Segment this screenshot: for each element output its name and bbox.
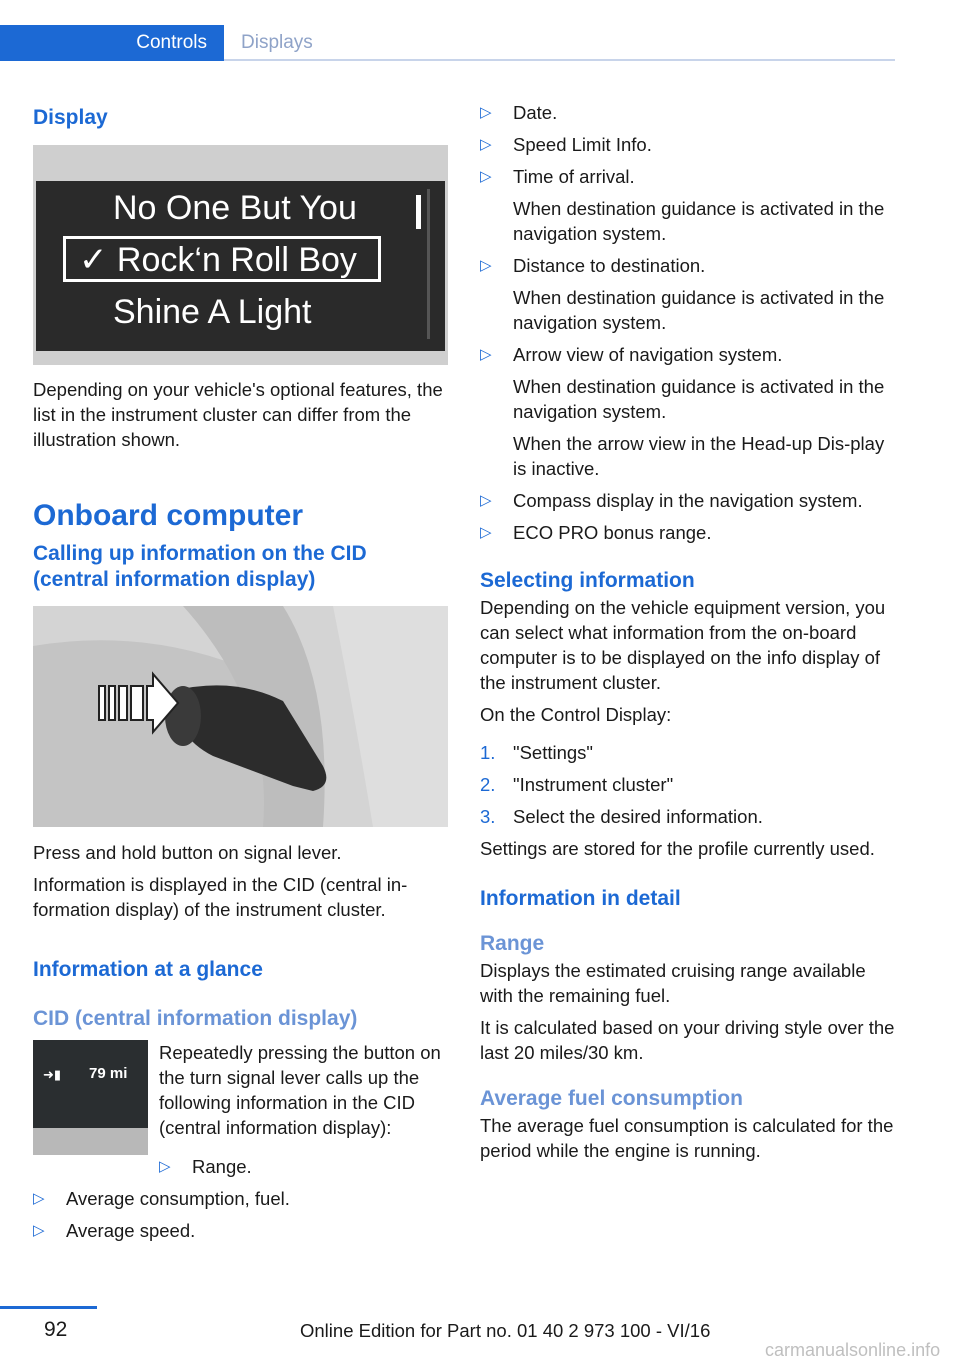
bullet-note: When destination guidance is activated in the navigation system.	[513, 376, 885, 422]
edition-text: Online Edition for Part no. 01 40 2 973 100 - VI/16	[300, 1320, 711, 1341]
triangle-bullet-icon: ▷	[480, 104, 492, 121]
list-item: ▷ Average speed.	[33, 1220, 196, 1241]
left-column	[33, 100, 448, 1243]
bullet-note: When destination guidance is activated in the navigation system.	[513, 198, 885, 244]
onboard-computer-heading: Onboard computer	[33, 499, 304, 532]
cid-illustration	[33, 1040, 148, 1155]
bullet-text: Time of arrival.	[513, 166, 635, 187]
list-item	[480, 164, 900, 246]
triangle-bullet-icon: ▷	[480, 257, 492, 274]
bullet-text: Speed Limit Info.	[513, 134, 652, 155]
list-item: 3. Select the desired information.	[480, 806, 763, 827]
signal-lever-illustration	[33, 606, 448, 827]
calling-up-heading: Calling up information on the CID (central information display)	[33, 542, 367, 591]
list-item	[480, 100, 900, 125]
list-item: 1. "Settings"	[480, 742, 593, 763]
list-item	[480, 520, 900, 545]
control-display-text: On the Control Display:	[480, 704, 672, 725]
info-displayed-text: Information is displayed in the CID (central in-formation display) of the instrument cluster.	[33, 874, 408, 920]
right-column	[480, 100, 900, 1163]
glance-heading: Information at a glance	[33, 958, 263, 981]
bullet-text: ECO PRO bonus range.	[513, 522, 712, 543]
avg-fuel-text: The average fuel consumption is calculated for the period while the engine is running.	[480, 1115, 894, 1161]
bullet-note: When destination guidance is activated in the navigation system.	[513, 287, 885, 333]
tab-controls[interactable]: Controls	[0, 25, 224, 61]
bullet-note: When the arrow view in the Head-up Dis-play is inactive.	[513, 433, 885, 479]
triangle-bullet-icon: ▷	[480, 524, 492, 541]
tab-displays[interactable]: Displays	[241, 32, 313, 53]
list-item	[480, 253, 900, 335]
bullet-text: Compass display in the navigation system.	[513, 490, 863, 511]
list-item: No One But You	[113, 189, 357, 227]
range-heading: Range	[480, 932, 545, 955]
triangle-bullet-icon: ▷	[33, 1222, 45, 1239]
range-text: Displays the estimated cruising range available with the remaining fuel.	[480, 960, 866, 1006]
display-heading: Display	[33, 106, 108, 129]
press-instruction: Press and hold button on signal lever.	[33, 842, 342, 863]
selecting-heading: Selecting information	[480, 569, 695, 592]
list-item	[480, 488, 900, 513]
cid-heading: CID (central information display)	[33, 1007, 358, 1030]
scrollbar-indicator	[416, 195, 421, 229]
bullet-text: Arrow view of navigation system.	[513, 344, 783, 365]
detail-heading: Information in detail	[480, 887, 681, 910]
stored-text: Settings are stored for the profile currently used.	[480, 838, 875, 859]
list-item: 2. "Instrument cluster"	[480, 774, 674, 795]
cid-description: Repeatedly pressing the button on the turn signal lever calls up the following information in the CID (central information display):	[159, 1042, 441, 1138]
fuel-pump-icon: ➜▮	[43, 1067, 62, 1082]
signal-lever-svg	[33, 606, 448, 827]
avg-fuel-heading: Average fuel consumption	[480, 1087, 743, 1110]
triangle-bullet-icon: ▷	[159, 1158, 171, 1175]
bullet-text: Distance to destination.	[513, 255, 706, 276]
triangle-bullet-icon: ▷	[480, 136, 492, 153]
triangle-bullet-icon: ▷	[480, 168, 492, 185]
list-item: ▷ Average consumption, fuel.	[33, 1188, 290, 1209]
bullet-text: Date.	[513, 102, 558, 123]
header-divider	[224, 59, 895, 61]
chapter-header	[0, 25, 895, 61]
list-item: Shine A Light	[113, 293, 312, 331]
cid-range-value: 79 mi	[89, 1065, 128, 1082]
page-number: 92	[44, 1318, 68, 1341]
selecting-text: Depending on the vehicle equipment version, you can select what information from the on-board computer is to be displayed on the info display of the instrument cluster.	[480, 597, 886, 693]
list-item	[480, 342, 900, 481]
triangle-bullet-icon: ▷	[480, 492, 492, 509]
triangle-bullet-icon: ▷	[33, 1190, 45, 1207]
watermark: carmanualsonline.info	[765, 1340, 941, 1360]
info-bullet-list	[480, 100, 900, 545]
display-caption: Depending on your vehicle's optional features, the list in the instrument cluster can differ from the illustration shown.	[33, 379, 443, 450]
list-item	[480, 132, 900, 157]
display-illustration	[33, 145, 448, 365]
selected-list-item: ✓ Rock‘n Roll Boy	[79, 241, 357, 279]
footer-divider	[0, 1306, 97, 1309]
list-item: ▷ Range.	[159, 1156, 252, 1177]
triangle-bullet-icon: ▷	[480, 346, 492, 363]
range-calc-text: It is calculated based on your driving style over the last 20 miles/30 km.	[480, 1017, 895, 1063]
